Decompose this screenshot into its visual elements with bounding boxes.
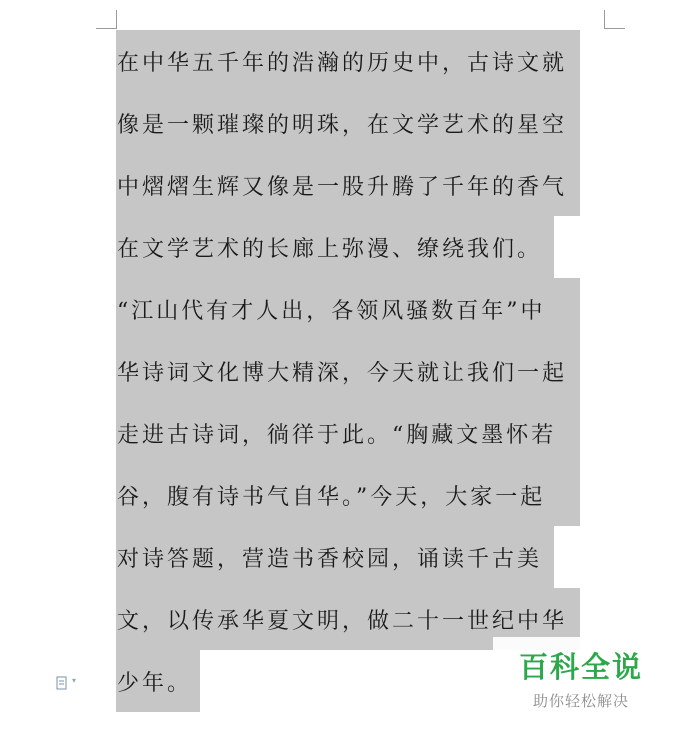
text-line-content: “江山代有才人出，各领风骚数百年”中	[117, 298, 546, 324]
text-line[interactable]	[116, 216, 586, 278]
watermark-subtitle: 助你轻松解决	[532, 692, 629, 710]
text-line[interactable]	[116, 340, 586, 402]
text-line-content: 华诗词文化博大精深，今天就让我们一起	[117, 360, 568, 386]
text-line-content: 在中华五千年的浩瀚的历史中，古诗文就	[117, 50, 568, 76]
watermark-title: 百科全说	[518, 650, 643, 684]
margin-corner-mark-top-right	[604, 10, 625, 29]
text-line-content: 谷，腹有诗书气自华。”今天，大家一起	[117, 484, 546, 510]
watermark	[493, 637, 669, 719]
text-line[interactable]	[116, 92, 586, 154]
chevron-down-icon[interactable]: ▾	[72, 676, 77, 685]
text-line-content: 中熠熠生辉又像是一股升腾了千年的香气	[117, 174, 568, 200]
text-line-content: 走进古诗词，徜徉于此。“胸藏文墨怀若	[117, 422, 557, 448]
text-line-content: 像是一颗璀璨的明珠，在文学艺术的星空	[117, 112, 568, 138]
left-margin-area	[0, 0, 97, 740]
text-line[interactable]	[116, 154, 586, 216]
margin-corner-mark-top-left	[96, 10, 117, 29]
right-margin-area	[610, 0, 691, 740]
text-line-content: 在文学艺术的长廊上弥漫、缭绕我们。	[117, 236, 543, 262]
text-line[interactable]	[116, 278, 586, 340]
text-line-content: 对诗答题，营造书香校园，诵读千古美	[117, 546, 543, 572]
text-line-content: 文，以传承华夏文明，做二十一世纪中华	[117, 608, 568, 634]
paste-options-icon[interactable]	[56, 676, 70, 690]
text-line-content: 少年。	[117, 670, 193, 696]
selected-text-body[interactable]	[116, 30, 586, 712]
text-line[interactable]	[116, 526, 586, 588]
text-line[interactable]	[116, 464, 586, 526]
text-line[interactable]	[116, 30, 586, 92]
text-line[interactable]	[116, 402, 586, 464]
